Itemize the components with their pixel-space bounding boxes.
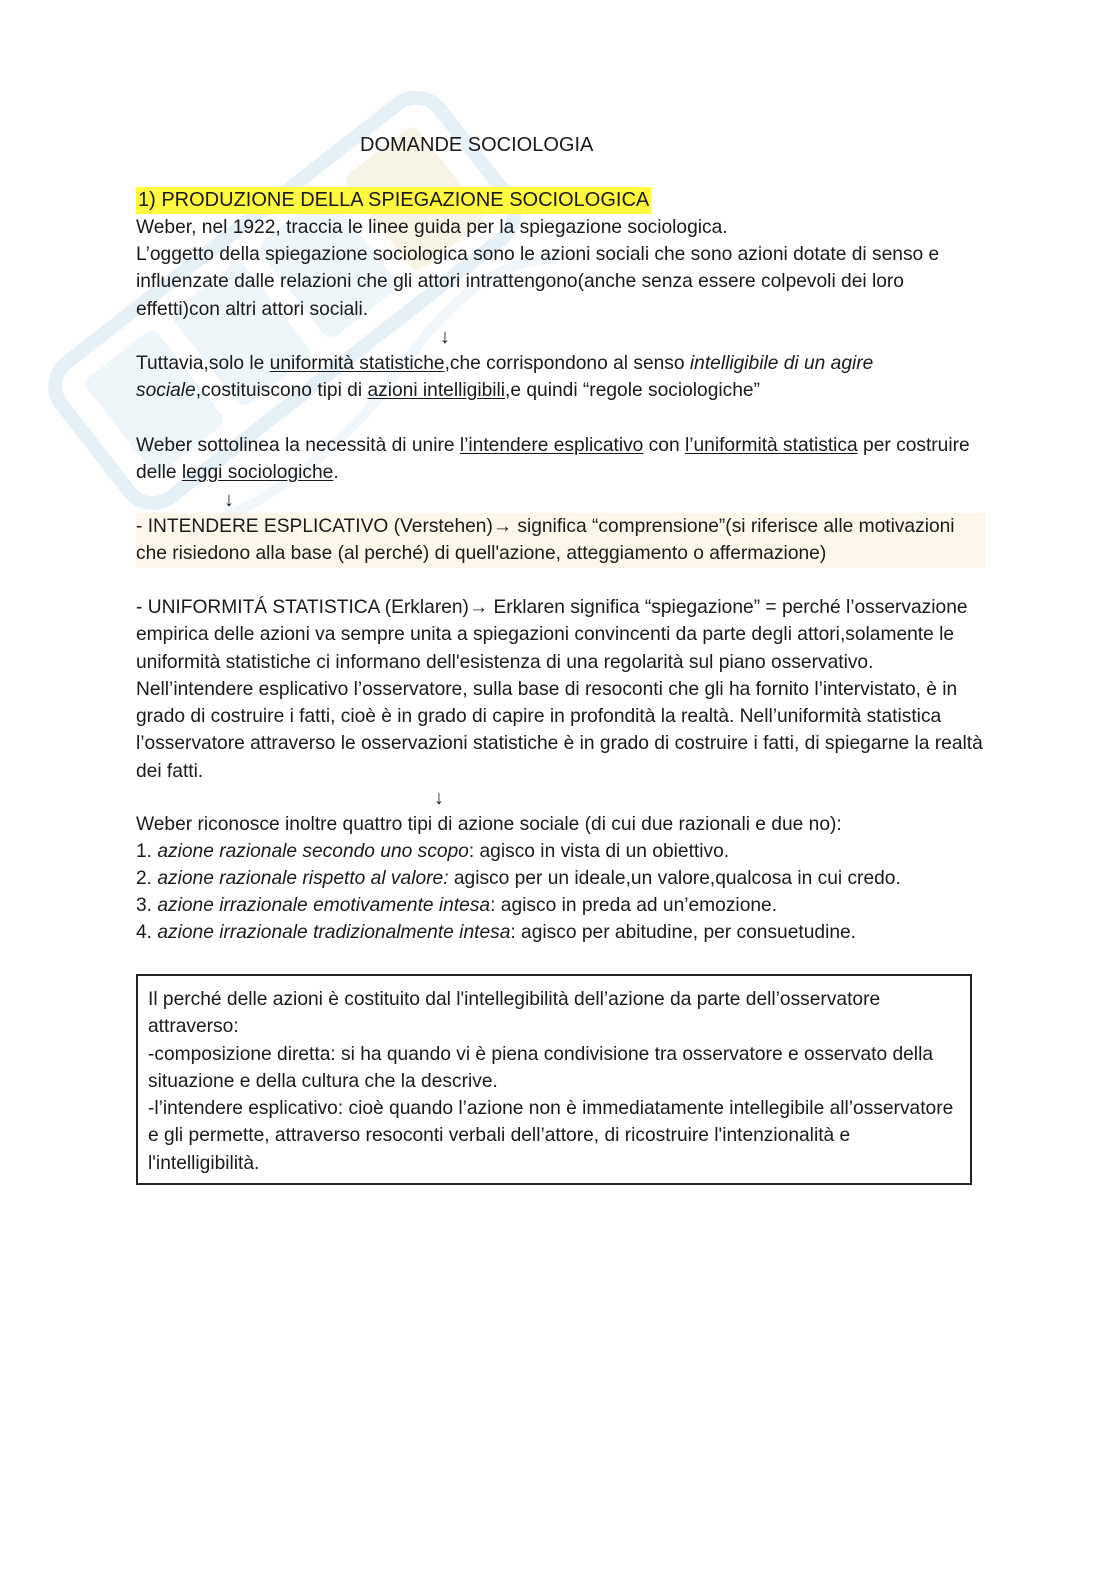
paragraph-intendere-esplicativo: - INTENDERE ESPLICATIVO (Verstehen)→ significa “comprensione”(si riferisce alle motivazioni che risiedono alla base (al perché) di quell'azione, atteggiamento o affermazione)	[136, 513, 986, 568]
section-heading: 1) PRODUZIONE DELLA SPIEGAZIONE SOCIOLOGICA	[136, 187, 651, 214]
intro-paragraph: L’oggetto della spiegazione sociologica sono le azioni sociali che sono azioni dotate di senso e influenzate dalle relazioni che gli attori intrattengono(anche senza essere colpevoli dei loro effetti)con altri attori sociali.	[136, 244, 940, 320]
types-intro: Weber riconosce inoltre quattro tipi di azione sociale (di cui due razionali e due no):	[136, 814, 842, 835]
document-title: DOMANDE SOCIOLOGIA	[360, 134, 594, 156]
box-paragraph-3: -l’intendere esplicativo: cioè quando l’azione non è immediatamente intellegibile all’osservatore e gli permette, attraverso resoconti verbali dell’attore, di ricostruire l'intenzionalità e l'intelligibilità.	[148, 1098, 954, 1174]
down-arrow-icon: ↓	[224, 489, 234, 511]
list-item: 3. azione irrazionale emotivamente intesa: agisco in preda ad un’emozione.	[136, 895, 778, 916]
summary-box	[136, 974, 972, 1185]
intro-line-1: Weber, nel 1922, traccia le linee guida per la spiegazione sociologica.	[136, 217, 728, 238]
underline-uniformita-statistica: l’uniformità statistica	[684, 435, 858, 456]
box-paragraph-2: -composizione diretta: si ha quando vi è piena condivisione tra osservatore e osservato della situazione e della cultura che la descrive.	[148, 1043, 934, 1092]
list-item: 4. azione irrazionale tradizionalmente intesa: agisco per abitudine, per consuetudine.	[136, 922, 856, 943]
list-item: 1. azione razionale secondo uno scopo: agisco in vista di un obiettivo.	[136, 841, 730, 862]
down-arrow-icon: ↓	[434, 787, 444, 809]
down-arrow-icon: ↓	[440, 326, 450, 348]
underline-uniformita: uniformità statistiche	[269, 353, 445, 374]
paragraph-weber-unire: Weber sottolinea la necessità di unire l’intendere esplicativo con l’uniformità statistica per costruire delle leggi sociologiche.	[136, 435, 970, 484]
box-paragraph-1: Il perché delle azioni è costituito dal l'intellegibilità dell’azione da parte dell’osservatore attraverso:	[148, 989, 881, 1038]
paragraph-tuttavia: Tuttavia,solo le uniformità statistiche,che corrispondono al senso intelligibile di un agire sociale,costituiscono tipi di azioni intelligibili,e quindi “regole sociologiche”	[136, 353, 874, 402]
italic-intelligibile: intelligibile di un agire sociale	[136, 353, 874, 402]
underline-leggi: leggi sociologiche	[181, 462, 334, 484]
paragraph-uniformita-statistica: - UNIFORMITÁ STATISTICA (Erklaren)→ Erklaren significa “spiegazione” = perché l’osservazione empirica delle azioni va sempre unita a spiegazioni convincenti da parte degli attori,solamente le uniformità statistiche ci informano dell'esistenza di una regolarità sul piano osservativo. Nell’intendere esplicativo l’osservatore, sulla base di resoconti che gli ha fornito l’intervistato, è in grado di costruire i fatti, cioè è in grado di capire in profondità la realtà. Nell’uniformità statistica l’osservatore attraverso le osservazioni statistiche è in grado di costruire i fatti, di spiegarne la realtà dei fatti.	[136, 597, 983, 782]
underline-azioni: azioni intelligibili	[367, 380, 506, 402]
list-item: 2. azione razionale rispetto al valore: agisco per un ideale,un valore,qualcosa in cui credo.	[136, 868, 901, 889]
underline-intendere: l’intendere esplicativo	[459, 435, 644, 456]
